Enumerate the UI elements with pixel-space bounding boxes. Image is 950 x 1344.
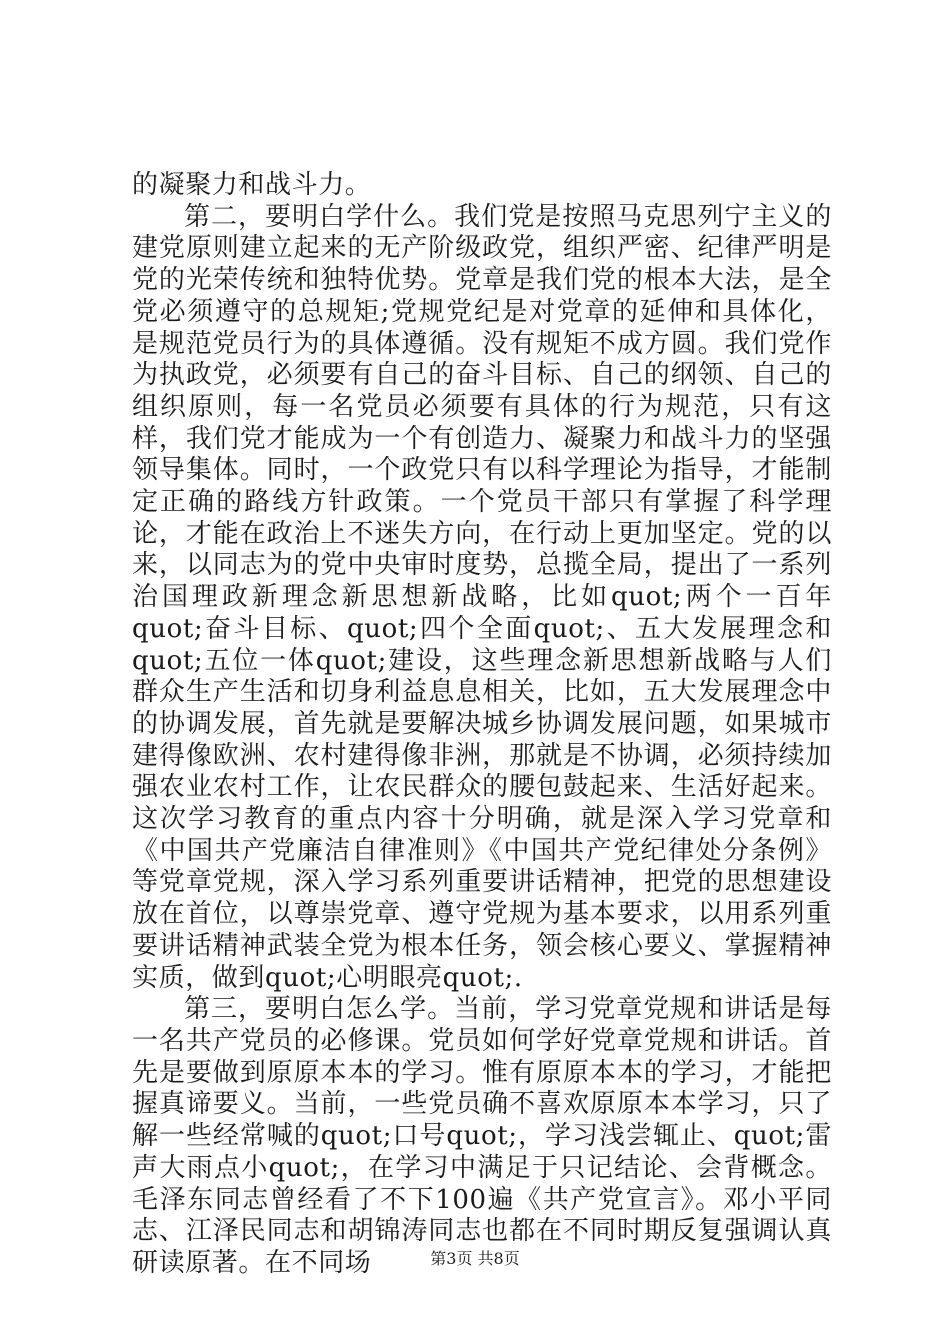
document-body: [132, 170, 832, 1280]
paragraph-third-point: 第三，要明白怎么学。当前，学习党章党规和讲话是每一名共产党员的必修课。党员如何学好党章党规和讲话。首先是要做到原原本本的学习。惟有原原本本的学习，才能把握真谛要义。当前，一些党员确不喜欢原原本本学习，只了解一些经常喊的quot;口号quot;，学习浅尝辄止、quot;雷声大雨点小quot;，在学习中满足于只记结论、会背概念。毛泽东同志曾经看了不下100遍《共产党宣言》。邓小平同志、江泽民同志和胡锦涛同志也都在不同时期反复强调认真研读原著。在不同场: [132, 994, 832, 1278]
paragraph-continuation: 的凝聚力和战斗力。: [132, 170, 372, 200]
paragraph-second-point: 第二，要明白学什么。我们党是按照马克思列宁主义的建党原则建立起来的无产阶级政党，组织严密、纪律严明是党的光荣传统和独特优势。党章是我们党的根本大法，是全党必须遵守的总规矩;党规党纪是对党章的延伸和具体化，是规范党员行为的具体遵循。没有规矩不成方圆。我们党作为执政党，必须要有自己的奋斗目标、自己的纲领、自己的组织原则，每一名党员必须要有具体的行为规范，只有这样，我们党才能成为一个有创造力、凝聚力和战斗力的坚强领导集体。同时，一个政党只有以科学理论为指导，才能制定正确的路线方针政策。一个党员干部只有掌握了科学理论，才能在政治上不迷失方向，在行动上更加坚定。党的以来，以同志为的党中央审时度势，总揽全局，提出了一系列治国理政新理念新思想新战略，比如quot;两个一百年quot;奋斗目标、quot;四个全面quot;、五大发展理念和quot;五位一体quot;建设，这些理念新思想新战略与人们群众生产生活和切身利益息息相关，比如，五大发展理念中的协调发展，首先就是要解决城乡协调发展问题，如果城市建得像欧洲、农村建得像非洲，那就是不协调，必须持续加强农业农村工作，让农民群众的腰包鼓起来、生活好起来。这次学习教育的重点内容十分明确，就是深入学习党章和《中国共产党廉洁自律准则》《中国共产党纪律处分条例》等党章党规，深入学习系列重要讲话精神，把党的思想建设放在首位，以尊崇党章、遵守党规为基本要求，以用系列重要讲话精神武装全党为根本任务，领会核心要义、掌握精神实质，做到quot;心明眼亮quot;.: [132, 201, 832, 993]
page-footer: [0, 1246, 950, 1269]
page-number-label: 第3页 共8页: [430, 1249, 520, 1268]
